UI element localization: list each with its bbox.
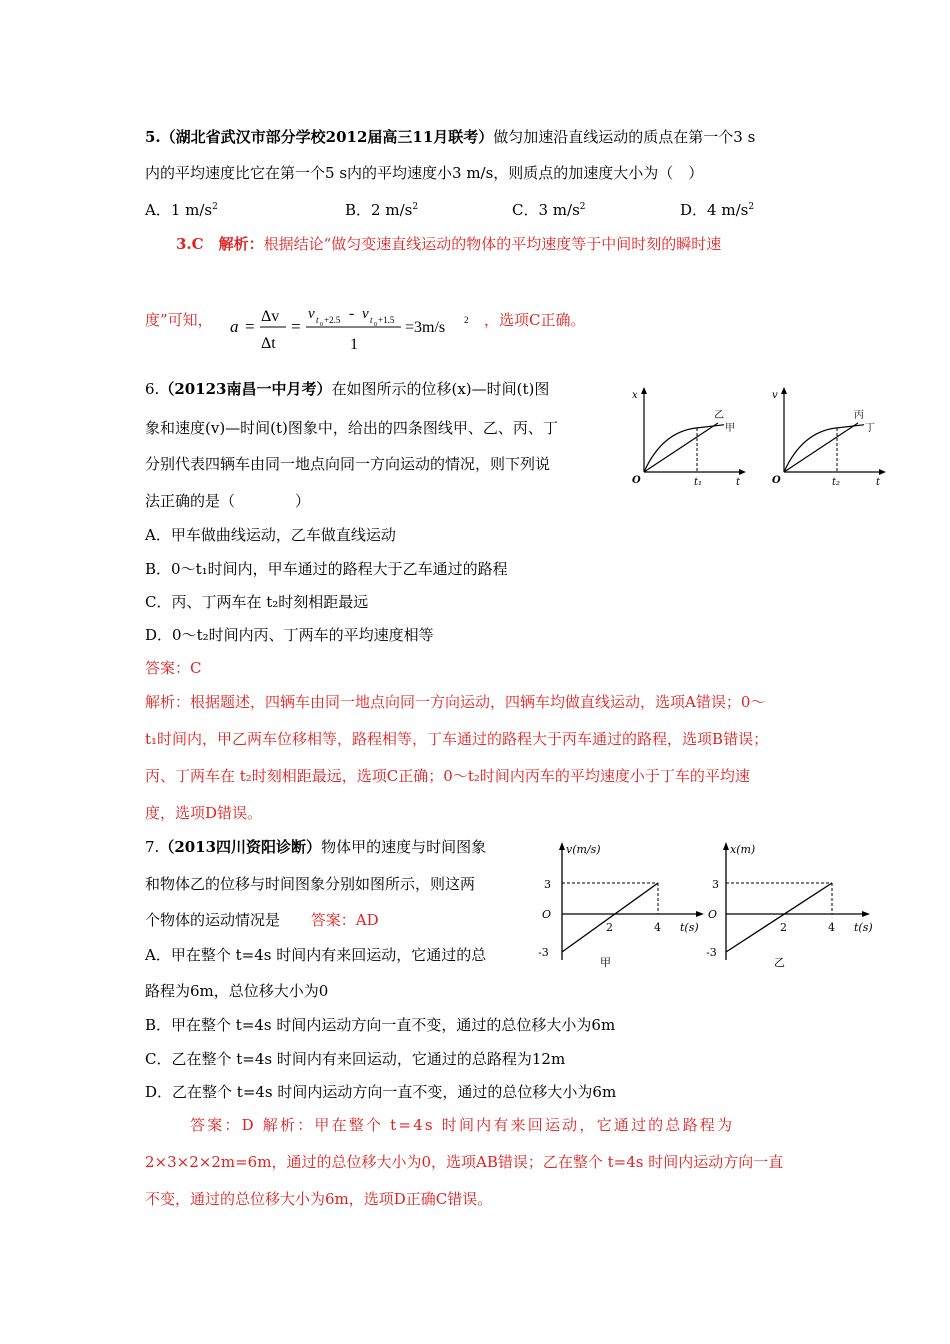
q7-analysis-1: 答案：D 解析：甲在整个 t=4s 时间内有来回运动，它通过的总路程为	[190, 1116, 735, 1134]
q6-stem-line-1: 6.（20123南昌一中月考）在如图所示的位移(x)—时间(t)图	[145, 380, 550, 398]
x-axis-label: t	[736, 477, 741, 488]
svg-text:v: v	[362, 306, 369, 322]
y-axis-arrow	[723, 842, 729, 850]
q5-number: 5.	[145, 128, 161, 146]
q6-option-d: D．0～t₂时间内丙、丁两车的平均速度相等	[145, 626, 434, 644]
q6-answer: 答案：C	[145, 659, 202, 677]
q7-stem-line-1: 7.（2013四川资阳诊断）物体甲的速度与时间图象	[145, 838, 487, 856]
origin-label: O	[772, 475, 781, 486]
y-axis-label: x	[632, 390, 638, 401]
q7-option-c: C．乙在整个 t=4s 时间内有来回运动，它通过的总路程为12m	[145, 1050, 566, 1068]
svg-text:Δv: Δv	[261, 308, 280, 325]
q5-analysis-2b: ，选项C正确。	[484, 311, 586, 329]
q6-graph-vt	[766, 384, 890, 488]
q5-analysis-2a: 度”可知，	[145, 311, 213, 329]
q7-option-b: B．甲在整个 t=4s 时间内运动方向一直不变，通过的总位移大小为6m	[145, 1016, 616, 1034]
y-axis-label: v	[772, 390, 778, 401]
curve-ding	[784, 425, 864, 472]
position-line	[726, 883, 832, 952]
q6-number: 6.	[145, 380, 160, 398]
svg-text:v: v	[308, 306, 315, 322]
y-axis-arrow	[781, 387, 787, 394]
formula-a: a	[230, 317, 239, 336]
svg-text:=: =	[245, 317, 255, 336]
q7-number: 7.	[145, 838, 160, 856]
x-tick-4: 4	[828, 921, 835, 934]
q5-analysis-1: 根据结论“做匀变速直线运动的物体的平均速度等于中间时刻的瞬时速	[263, 235, 722, 253]
label-jia: 甲	[725, 423, 735, 434]
q7-analysis-3: 不变，通过的总位移大小为6m，选项D正确C错误。	[145, 1190, 493, 1208]
x-axis-label: t(s)	[854, 921, 873, 934]
tick-t1: t₁	[694, 477, 703, 488]
svg-text:t: t	[370, 315, 373, 325]
q5-formula	[228, 296, 490, 358]
q7-option-a-2: 路程为6m，总位移大小为0	[145, 982, 329, 1000]
y-axis-arrow	[641, 387, 647, 394]
q6-stem-line-4: 法正确的是（ ）	[145, 492, 311, 510]
q7-graph-yi	[704, 838, 880, 974]
svg-text:0: 0	[320, 322, 323, 328]
x-tick-2: 2	[780, 921, 787, 934]
x-axis-arrow	[739, 469, 746, 475]
line-bing	[784, 423, 858, 472]
q5-source: （湖北省武汉市部分学校2012届高三11月联考）	[160, 128, 494, 146]
y-tick-bottom: -3	[538, 946, 549, 959]
q5-option-b: B．2 $m/s^2$	[345, 201, 419, 219]
q6-option-c: C．丙、丁两车在 t₂时刻相距最远	[145, 593, 369, 611]
x-axis-arrow	[862, 911, 870, 917]
svg-text:Δt: Δt	[261, 335, 276, 352]
x-axis-arrow	[879, 469, 886, 475]
y-tick-top: 3	[544, 878, 551, 891]
q6-stem-line-2: 象和速度(v)—时间(t)图象中，给出的四条图线甲、乙、丙、丁	[145, 419, 558, 437]
curve-jia	[644, 425, 724, 472]
label-bing: 丙	[854, 410, 864, 421]
y-tick-bottom: -3	[706, 946, 717, 959]
q7-stem-line-2: 和物体乙的位移与时间图象分别如图所示，则这两	[145, 875, 476, 893]
x-axis-label: t	[876, 477, 881, 488]
svg-text:2: 2	[464, 315, 469, 325]
svg-text:-: -	[349, 305, 355, 322]
q5-stem-line-1	[145, 127, 755, 147]
q5-analysis-line-1	[176, 234, 721, 254]
q6-analysis-1: 解析：根据题述，四辆车由同一地点向同一方向运动，四辆车均做直线运动，选项A错误；0～	[145, 693, 766, 711]
origin-label: O	[542, 908, 552, 921]
q7-source: （2013四川资阳诊断）	[159, 838, 322, 856]
y-axis-label: x(m)	[730, 843, 756, 856]
q6-analysis-2: t₁时间内，甲乙两车位移相等，路程相等，丁车通过的路程大于丙车通过的路程，选项B错误；	[145, 730, 769, 748]
label-ding: 丁	[865, 423, 875, 434]
q7-option-d: D．乙在整个 t=4s 时间内运动方向一直不变，通过的总位移大小为6m	[145, 1083, 617, 1101]
q7-stem-line-3: 个物体的运动情况是 答案：AD	[145, 911, 379, 929]
q6-option-a: A．甲车做曲线运动，乙车做直线运动	[145, 526, 396, 544]
svg-text:t: t	[316, 315, 319, 325]
svg-text:=3m/s: =3m/s	[405, 319, 446, 336]
svg-text:+2.5: +2.5	[324, 315, 341, 325]
tick-t2: t₂	[832, 477, 841, 488]
q7-option-a-1: A．甲在整个 t=4s 时间内有来回运动，它通过的总	[145, 946, 487, 964]
q7-analysis-2: 2×3×2×2m=6m，通过的总位移大小为0，选项AB错误；乙在整个 t=4s 时间内运动方向一直	[145, 1153, 784, 1171]
velocity-line	[562, 883, 658, 952]
q6-source: （20123南昌一中月考）	[159, 380, 332, 398]
q5-answer-label: 3.C 解析：	[176, 235, 264, 253]
x-tick-2: 2	[606, 921, 613, 934]
y-axis-label: v(m/s)	[566, 843, 601, 856]
origin-label: O	[708, 908, 718, 921]
line-yi	[644, 423, 718, 472]
q7-inline-answer: 答案：AD	[310, 911, 379, 929]
q6-stem-line-3: 分别代表四辆车由同一地点向同一方向运动的情况，则下列说	[145, 455, 551, 473]
y-tick-top: 3	[712, 878, 719, 891]
q6-analysis-3: 丙、丁两车在 t₂时刻相距最远，选项C正确；0～t₂时间内丙车的平均速度小于丁车的平均速	[145, 767, 750, 785]
x-tick-4: 4	[654, 921, 661, 934]
x-axis-arrow	[696, 911, 704, 917]
label-yi: 乙	[714, 410, 724, 421]
q5-stem-1: 做匀加速沿直线运动的质点在第一个3 s	[493, 128, 756, 146]
svg-text:0: 0	[374, 322, 377, 328]
x-axis-label: t(s)	[680, 921, 699, 934]
svg-text:1: 1	[350, 336, 358, 353]
q5-option-d: D．4 $m/s^2$	[680, 201, 755, 219]
q5-option-a: A．1 $m/s^2$	[145, 201, 218, 219]
q6-option-b: B．0～t₁时间内，甲车通过的路程大于乙车通过的路程	[145, 560, 508, 578]
caption-yi: 乙	[774, 956, 785, 969]
q6-graph-xt	[626, 384, 750, 488]
svg-text:+1.5: +1.5	[378, 315, 395, 325]
origin-label: O	[632, 475, 641, 486]
svg-text:=: =	[291, 317, 301, 336]
y-axis-arrow	[559, 842, 565, 850]
q5-stem-line-2: 内的平均速度比它在第一个5 s内的平均速度小3 m/s，则质点的加速度大小为（ ）	[145, 164, 704, 182]
q5-option-c: C．3 $m/s^2$	[512, 201, 586, 219]
q6-analysis-4: 度，选项D错误。	[145, 804, 263, 822]
q7-graph-jia	[530, 838, 706, 974]
caption-jia: 甲	[600, 956, 611, 969]
